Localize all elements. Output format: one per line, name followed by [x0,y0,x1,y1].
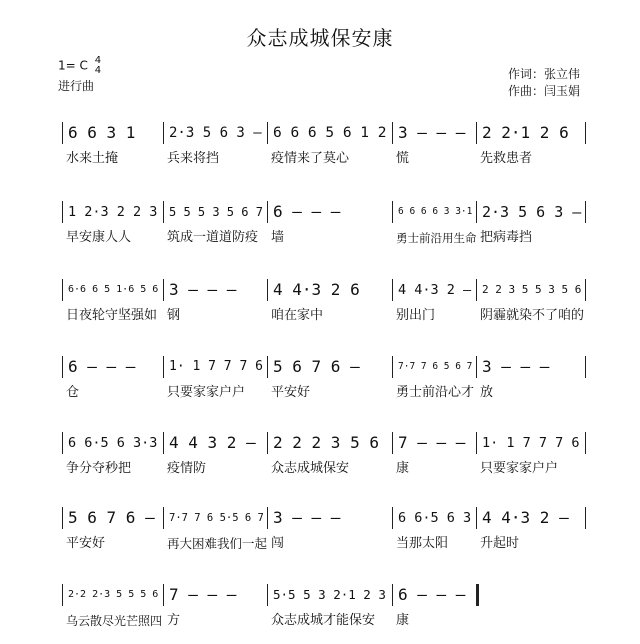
measure-lyrics: 别出门 [396,308,436,323]
time-signature [95,56,101,76]
song-title: 众志成城保安康 [246,26,394,50]
measure-lyrics: 勇士前沿心才 [396,385,475,400]
bar-line [585,122,586,144]
measure-notes: 6 6·5 6 3 [398,510,472,526]
measure-lyrics: 众志成城保安 [271,461,350,476]
bar-line [267,584,268,606]
bar-line [267,432,268,454]
bar-line [392,432,393,454]
measure-lyrics: 咱在家中 [271,308,324,323]
measure-notes: 7 – – – [169,585,237,604]
measure-lyrics: 钢 [167,308,181,323]
measure-lyrics: 筑成一道道防疫 [167,230,259,245]
measure-notes: 3 – – – [482,357,550,376]
measure-lyrics: 阴霾就染不了咱的 [480,308,585,323]
measure-notes: 5·5 5 3 2·1 2 3 [273,587,386,602]
tempo-marking: 进行曲 [58,79,95,93]
key-signature [58,56,101,76]
measure-lyrics: 升起时 [480,536,520,551]
measure-notes: 2·3 5 6 3 – [482,203,582,221]
measure-notes: 2 2·1 2 6 [482,123,569,142]
bar-line [163,584,164,606]
measure-notes: 2 2 2 3 5 6 [273,433,379,452]
measure-lyrics: 先救患者 [480,151,533,166]
measure-notes: 4 4·3 2 6 [273,280,360,299]
bar-line [267,507,268,529]
credits [508,66,580,100]
bar-line [476,122,477,144]
composer: 作曲：闫玉娟 [508,84,581,98]
measure-lyrics: 把病毒挡 [480,230,533,245]
measure-lyrics: 勇士前沿用生命 [396,231,477,245]
bar-line [62,279,63,301]
time-bottom: 4 [94,65,102,76]
measure-notes: 2 2 3 5 5 3 5 6 [482,283,582,296]
bar-line [62,507,63,529]
measure-notes: 6 6 6 6 3 3·1 [398,206,473,217]
bar-line [62,356,63,378]
key-label: 1= C [58,58,88,73]
bar-line [267,279,268,301]
measure-notes: 7·7 7 6 5 6 7 [398,361,473,372]
measure-notes: 6 – – – [68,357,136,376]
measure-notes: 1· 1 7 7 7 6 [169,359,263,374]
measure-notes: 2·2 2·3 5 5 5 6 [68,589,159,600]
measure-lyrics: 兵来将挡 [167,151,220,166]
bar-line [476,584,479,606]
bar-line [163,507,164,529]
bar-line [392,122,393,144]
bar-line [585,201,586,223]
measure-lyrics: 当那太阳 [396,536,449,551]
measure-notes: 1 2·3 2 2 3 [68,204,158,220]
score-line [0,118,640,182]
bar-line [163,356,164,378]
bar-line [392,584,393,606]
measure-notes: 6 6 6 5 6 1 2 [273,125,387,141]
score-line [0,428,640,492]
measure-notes: 4 4·3 2 – [482,508,569,527]
measure-lyrics: 康 [396,461,410,476]
measure-lyrics: 争分夺秒把 [66,461,132,476]
measure-lyrics: 乌云散尽光芒照四 [66,614,163,628]
measure-notes: 7·7 7 6 5·5 6 7 [169,512,264,524]
measure-lyrics: 日夜轮守坚强如 [66,308,158,323]
bar-line [267,201,268,223]
bar-line [62,122,63,144]
measure-notes: 5 6 7 6 – [68,508,155,527]
measure-lyrics: 疫情来了莫心 [271,151,350,166]
measure-lyrics: 早安康人人 [66,230,132,245]
bar-line [392,201,393,223]
bar-line [163,201,164,223]
lyricist: 作词：张立伟 [508,67,581,81]
measure-notes: 1· 1 7 7 7 6 [482,435,580,451]
measure-lyrics: 慌 [396,151,410,166]
bar-line [62,432,63,454]
bar-line [476,201,477,223]
measure-lyrics: 再大困难我们一起 [167,536,268,551]
bar-line [585,356,586,378]
bar-line [163,279,164,301]
bar-line [476,507,477,529]
bar-line [476,432,477,454]
measure-lyrics: 只要家家户户 [167,385,246,400]
bar-line [476,356,477,378]
measure-notes: 3 – – – [169,280,237,299]
score-line [0,197,640,261]
measure-lyrics: 康 [396,613,410,628]
measure-notes: 5 5 5 3 5 6 7 [169,205,263,219]
measure-notes: 6 6·5 6 3·3 [68,435,158,451]
measure-lyrics: 平安好 [66,536,106,551]
measure-lyrics: 放 [480,385,494,400]
measure-notes: 3 – – – [398,123,466,142]
measure-lyrics: 墙 [271,230,285,245]
measure-notes: 6 6 3 1 [68,123,136,142]
bar-line [392,507,393,529]
bar-line [476,279,477,301]
measure-notes: 7 – – – [398,433,466,452]
bar-line [392,356,393,378]
measure-lyrics: 疫情防 [167,461,207,476]
bar-line [392,279,393,301]
measure-lyrics: 只要家家户户 [480,461,559,476]
measure-lyrics: 平安好 [271,385,311,400]
bar-line [62,201,63,223]
bar-line [585,432,586,454]
bar-line [267,122,268,144]
bar-line [163,432,164,454]
measure-notes: 2·3 5 6 3 – [169,125,262,141]
measure-lyrics: 仓 [66,385,80,400]
measure-lyrics: 众志成城才能保安 [271,613,376,628]
measure-lyrics: 水来土掩 [66,151,119,166]
bar-line [585,507,586,529]
measure-notes: 4 4 3 2 – [169,433,256,452]
measure-notes: 6 – – – [273,202,341,221]
measure-notes: 3 – – – [273,508,341,527]
bar-line [267,356,268,378]
measure-notes: 6·6 6 5 1·6 5 6 [68,284,159,295]
measure-lyrics: 闯 [271,536,285,551]
score-line [0,275,640,339]
measure-notes: 5 6 7 6 – [273,357,360,376]
bar-line [62,584,63,606]
bar-line [163,122,164,144]
bar-line [585,279,586,301]
measure-lyrics: 方 [167,613,181,628]
measure-notes: 4 4·3 2 – [398,282,472,298]
score-line [0,352,640,416]
time-top: 4 [94,55,102,66]
measure-notes: 6 – – – [398,585,466,604]
score-line [0,580,640,644]
score-line [0,503,640,567]
